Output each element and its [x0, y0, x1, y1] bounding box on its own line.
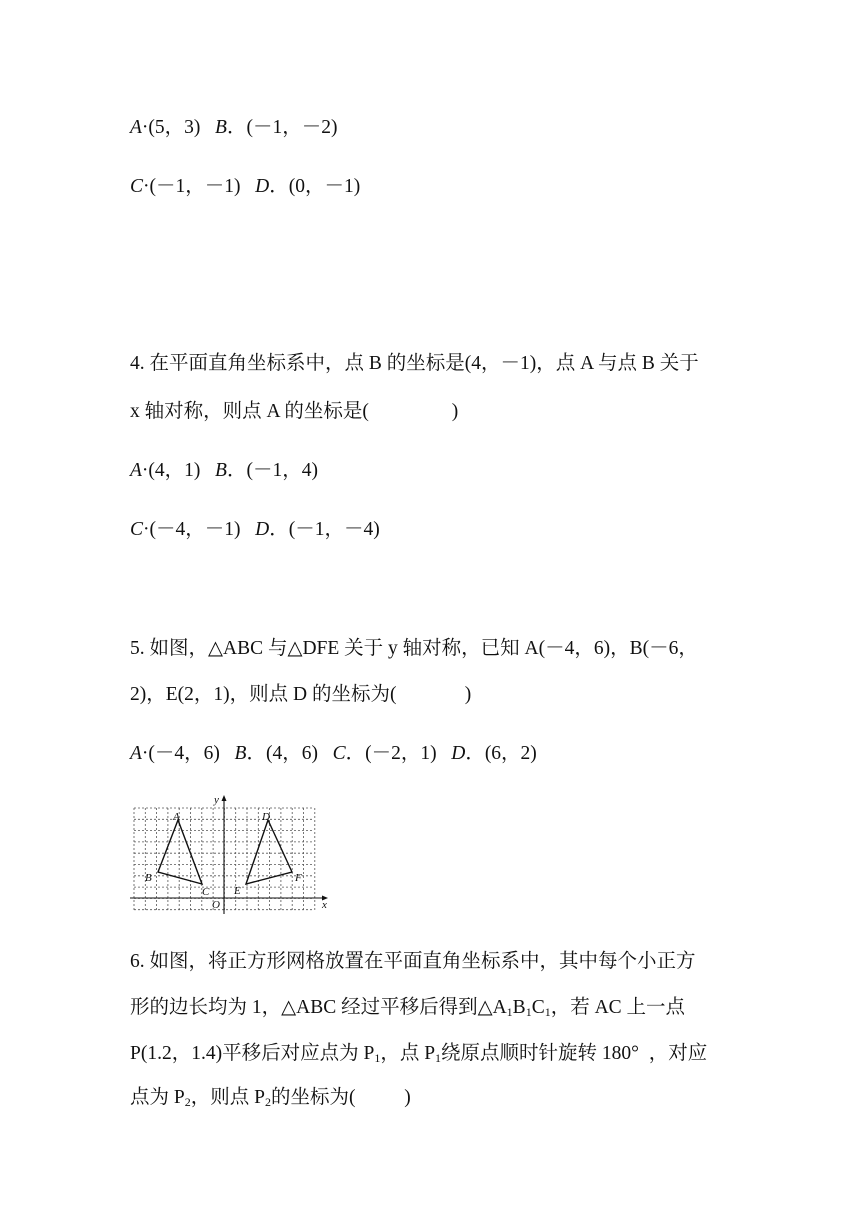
- option-letter: B: [215, 117, 227, 138]
- text-segment: 的坐标为( ): [270, 1087, 411, 1108]
- point-e-label: E: [234, 885, 241, 897]
- option-text: ．(－1，－4): [269, 519, 380, 540]
- text-segment: ，点 P: [380, 1043, 436, 1064]
- text-segment: ，则点 P: [190, 1087, 265, 1108]
- subscript: 1: [544, 1005, 551, 1019]
- q6-stem-line1: 6. 如图，将正方形网格放置在平面直角坐标系中，其中每个小正方: [130, 951, 696, 972]
- q6-stem-line4: [130, 1086, 411, 1110]
- option-letter: A: [130, 743, 142, 764]
- option-letter: C: [130, 519, 144, 540]
- option-text: ．(6，2): [465, 743, 537, 764]
- q4-stem-line1: 4. 在平面直角坐标系中，点 B 的坐标是(4，－1)，点 A 与点 B 关于: [130, 353, 699, 374]
- option-letter: D: [451, 743, 466, 764]
- subscript: 2: [184, 1095, 191, 1109]
- point-b-label: B: [145, 872, 152, 884]
- option-text: ．(－1，4): [226, 460, 318, 481]
- point-f-label: F: [295, 872, 302, 884]
- x-axis-label: x: [322, 899, 327, 911]
- option-text: ．(－2，1): [345, 743, 452, 764]
- option-text: ·(－4，－1): [143, 519, 256, 540]
- text-segment: ，若 AC 上一点: [550, 997, 686, 1018]
- subscript: 1: [506, 1005, 513, 1019]
- option-letter: C: [332, 743, 346, 764]
- option-letter: B: [215, 460, 227, 481]
- subscript: 1: [374, 1051, 381, 1065]
- point-d-label: D: [262, 811, 270, 823]
- q6-stem-line2: [130, 996, 685, 1020]
- y-axis-arrow: [222, 795, 227, 801]
- option-letter: C: [130, 176, 144, 197]
- option-letter: A: [130, 460, 142, 481]
- text-segment: 绕原点顺时针旋转 180° ，对应: [441, 1043, 708, 1064]
- triangle-dfe: [246, 820, 292, 884]
- q6-stem-line3: [130, 1042, 707, 1066]
- y-axis-label: y: [214, 794, 219, 806]
- option-text: ·(－4，6): [141, 743, 235, 764]
- origin-label: O: [212, 899, 220, 911]
- subscript: 1: [525, 1005, 532, 1019]
- q5-stem-line1: 5. 如图，△ABC 与△DFE 关于 y 轴对称，已知 A(－4，6)，B(－6，: [130, 638, 698, 659]
- option-text: ·(5，3): [141, 117, 216, 138]
- q5-options-line: [130, 742, 537, 766]
- option-letter: D: [255, 519, 270, 540]
- q4-options-line1: [130, 459, 318, 483]
- option-text: ·(4，1): [141, 460, 216, 481]
- option-letter: B: [234, 743, 247, 764]
- q3-options-line2: [130, 175, 360, 199]
- triangle-abc: [158, 820, 202, 884]
- point-a-label: A: [173, 811, 180, 823]
- option-text: ．(0，－1): [269, 176, 361, 197]
- text-segment: P(1.2，1.4)平移后对应点为 P: [130, 1043, 375, 1064]
- option-text: ．(4，6): [246, 743, 333, 764]
- subscript: 1: [435, 1051, 442, 1065]
- q5-stem-line2: 2)，E(2，1)，则点 D 的坐标为( ): [130, 684, 472, 705]
- point-c-label: C: [202, 886, 210, 898]
- q3-options-line1: [130, 116, 337, 140]
- text-segment: 点为 P: [130, 1087, 185, 1108]
- option-text: ·(－1，－1): [143, 176, 256, 197]
- option-text: ．(－1，－2): [226, 117, 338, 138]
- text-segment: 形的边长均为 1，△ABC 经过平移后得到△A: [130, 997, 507, 1018]
- text-segment: C: [531, 997, 545, 1018]
- text-segment: B: [512, 997, 526, 1018]
- option-letter: A: [130, 117, 142, 138]
- option-letter: D: [255, 176, 270, 197]
- subscript: 2: [264, 1095, 271, 1109]
- q4-stem-line2: x 轴对称，则点 A 的坐标是( ): [130, 401, 459, 422]
- q4-options-line2: [130, 518, 380, 542]
- q5-figure: [128, 790, 334, 918]
